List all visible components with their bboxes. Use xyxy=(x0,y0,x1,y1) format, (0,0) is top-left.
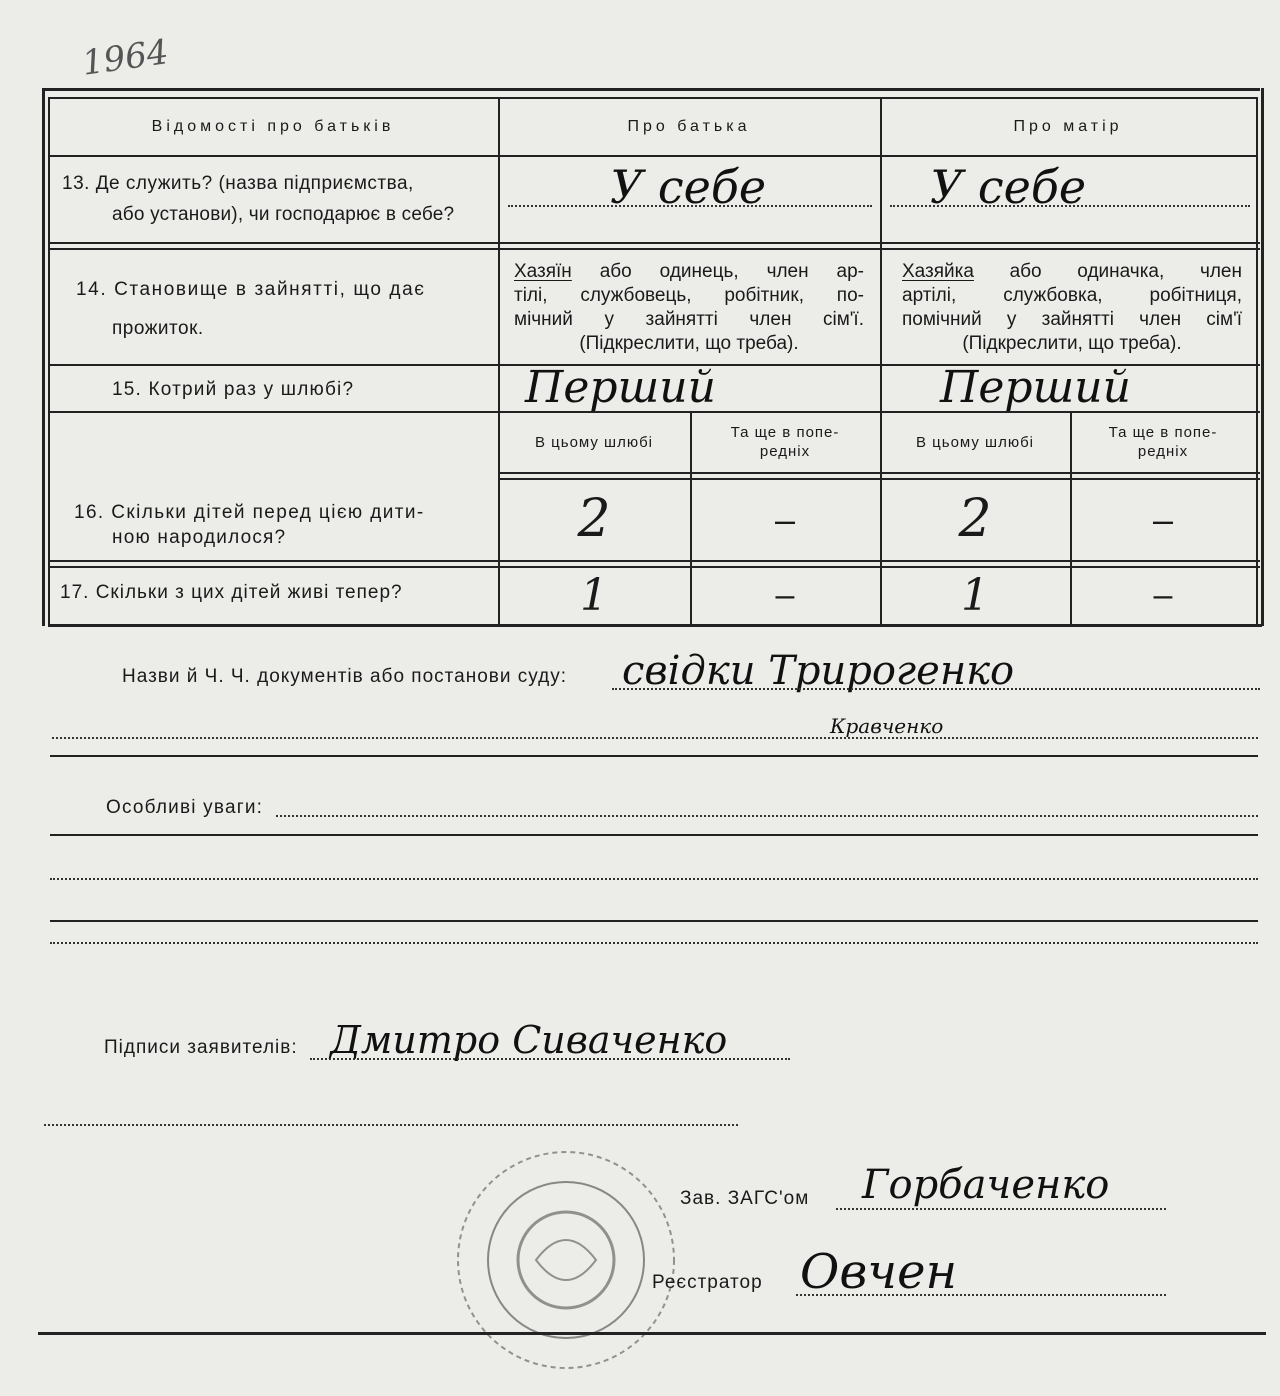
father-children-this-marriage: 2 xyxy=(577,488,611,549)
mother-options-line2: артілі, службовка, робітниця, xyxy=(902,285,1242,306)
mother-options-line1: або одиначка, член xyxy=(973,261,1242,282)
question-16-line1: 16. Скільки дітей перед цією дити- xyxy=(74,502,425,523)
mother-options-line3: помічний у зайнятті член сім'ї xyxy=(902,309,1242,330)
mother-children-this-marriage: 2 xyxy=(958,488,992,549)
mother-children-previous: – xyxy=(1152,498,1174,540)
mother-selected-option: Хазяйка xyxy=(902,261,974,282)
question-14-line1: 14. Становище в зайнятті, що дає xyxy=(76,279,426,300)
father-options-line4: (Підкреслити, що треба). xyxy=(579,333,799,354)
father-workplace-value: У себе xyxy=(610,160,767,214)
documents-value: свідки Трирогенко xyxy=(622,648,1015,694)
father-options-line2: тілі, службовець, робітник, по- xyxy=(514,285,864,306)
mother-living-previous: – xyxy=(1153,575,1173,614)
father-children-previous: – xyxy=(774,498,796,540)
header-father: Про батька xyxy=(627,117,751,135)
father-occupation-options xyxy=(514,260,864,356)
mother-living-this-marriage: 1 xyxy=(961,569,989,621)
father-living-previous: – xyxy=(775,575,795,614)
father-marriage-number-value: Перший xyxy=(525,362,716,413)
office-stamp xyxy=(446,1140,686,1380)
question-17: 17. Скільки з цих дітей живі тепер? xyxy=(60,582,403,603)
question-13-line2: або установи), чи господарює в себе? xyxy=(112,204,455,225)
signatures-label: Підписи заявителів: xyxy=(104,1037,298,1058)
archive-mark: 1964 xyxy=(79,32,171,84)
mother-occupation-options xyxy=(902,260,1242,356)
father-selected-option: Хазяїн xyxy=(514,261,572,282)
header-mother: Про матір xyxy=(1013,117,1123,135)
registrar-signature: Овчен xyxy=(800,1244,958,1300)
applicant-signature: Дмитро Сиваченко xyxy=(330,1018,728,1062)
father-living-this-marriage: 1 xyxy=(580,569,608,621)
mother-workplace-value: У себе xyxy=(930,160,1087,214)
mother-marriage-number-value: Перший xyxy=(940,362,1131,413)
documents-label: Назви й Ч. Ч. документів або постанови суду: xyxy=(122,666,567,687)
header-parents-info: Відомості про батьків xyxy=(151,117,395,135)
question-13-line1: 13. Де служить? (назва підприємства, xyxy=(62,173,414,194)
question-15: 15. Котрий раз у шлюбі? xyxy=(112,379,355,400)
father-options-line1: або одинець, член ар- xyxy=(571,261,864,282)
mother-options-line4: (Підкреслити, що треба). xyxy=(962,333,1182,354)
head-of-registry-label: Зав. ЗАГС'ом xyxy=(680,1188,810,1209)
subheader-father-this-marriage: В цьому шлюбі xyxy=(534,433,654,451)
question-14-line2: прожиток. xyxy=(112,318,204,339)
question-16-line2: ною народилося? xyxy=(112,527,287,548)
documents-value-2: Кравченко xyxy=(830,714,944,738)
remarks-label: Особливі уваги: xyxy=(106,797,264,818)
registrar-label: Реєстратор xyxy=(652,1272,763,1293)
father-options-line3: мічний у зайнятті член сім'ї. xyxy=(514,309,864,330)
head-of-registry-signature: Горбаченко xyxy=(862,1162,1110,1208)
subheader-mother-previous: Та ще в попе- редніх xyxy=(1108,424,1218,460)
subheader-mother-this-marriage: В цьому шлюбі xyxy=(915,433,1035,451)
subheader-father-previous: Та ще в попе- редніх xyxy=(730,424,840,460)
